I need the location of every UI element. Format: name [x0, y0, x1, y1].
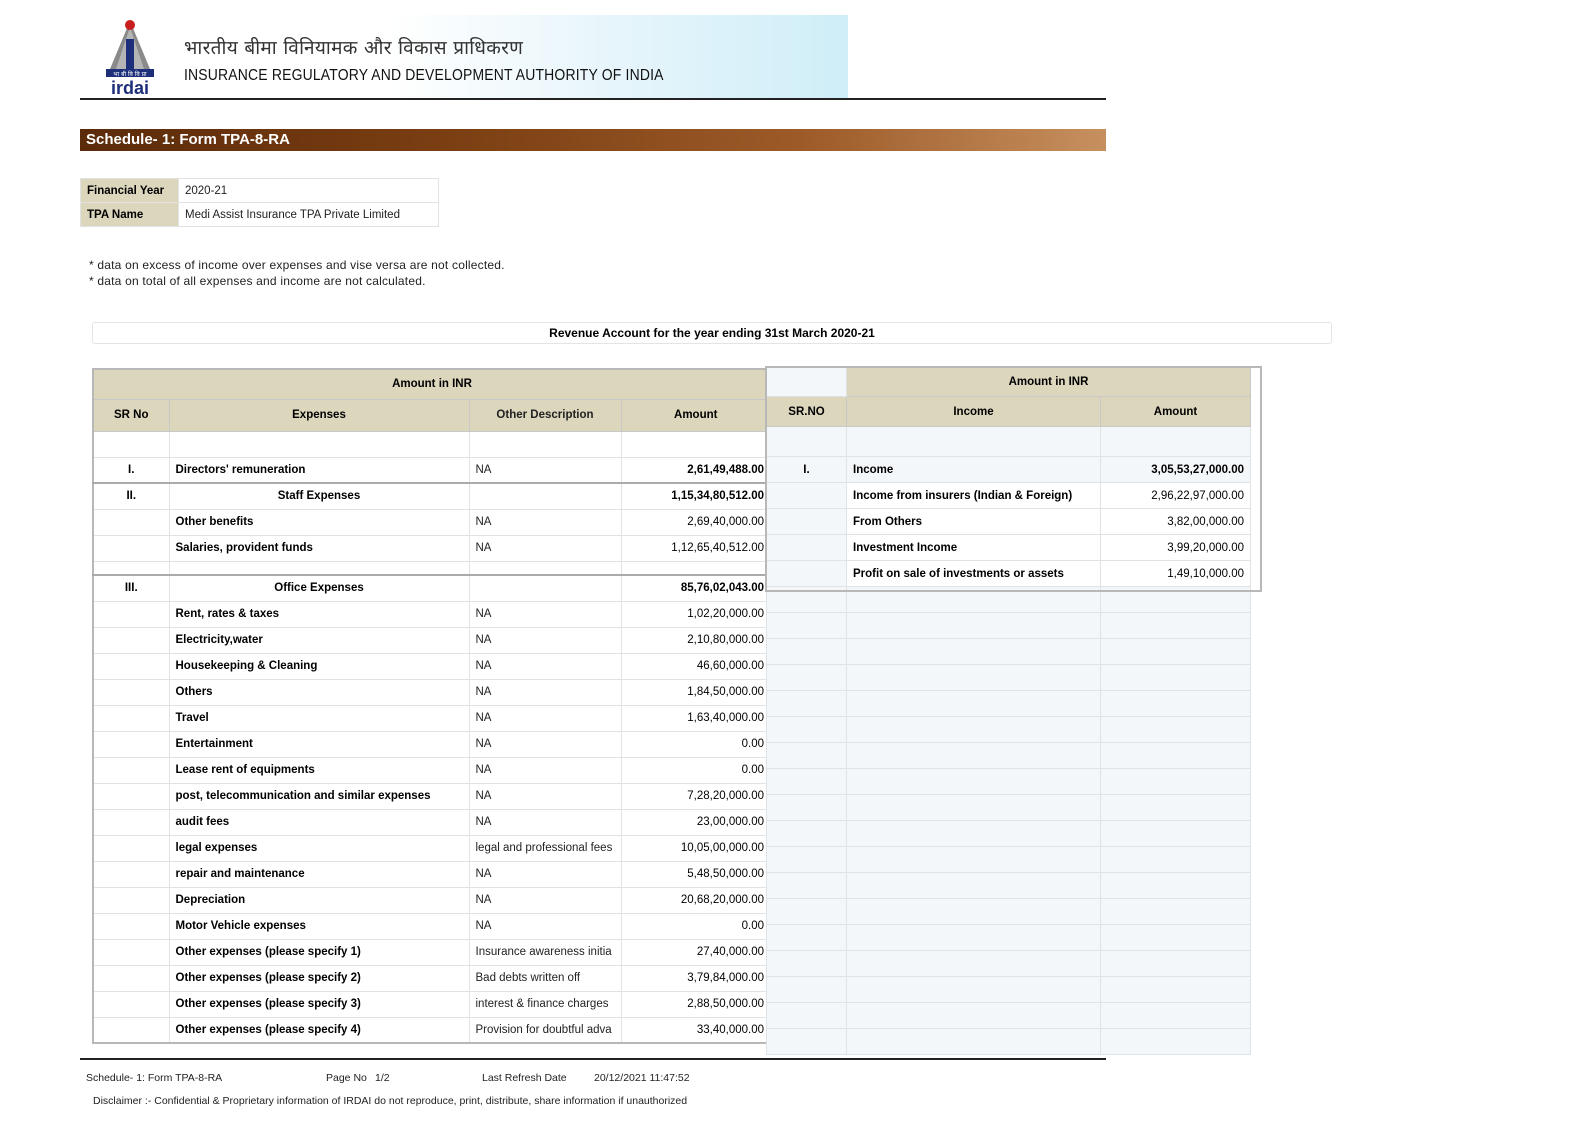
- other-description-cell: [469, 575, 621, 601]
- empty-cell: [767, 925, 847, 951]
- empty-cell: [847, 795, 1101, 821]
- table-row: [767, 457, 1251, 483]
- note-line: * data on total of all expenses and income are not calculated.: [89, 274, 426, 288]
- income-table: [766, 366, 1251, 1055]
- table-row: [93, 965, 771, 991]
- sr-no-cell: [93, 601, 169, 627]
- empty-cell: [1101, 427, 1251, 457]
- expense-name-cell: Travel: [169, 705, 469, 731]
- expense-name-cell: Motor Vehicle expenses: [169, 913, 469, 939]
- empty-cell: [1101, 977, 1251, 1003]
- amount-cell: 3,79,84,000.00: [621, 965, 771, 991]
- col-sr-no: SR No: [93, 399, 169, 431]
- expense-name-cell: Other expenses (please specify 3): [169, 991, 469, 1017]
- other-description-cell: Insurance awareness initia: [469, 939, 621, 965]
- table-row-empty: [767, 639, 1251, 665]
- expense-name-cell: Rent, rates & taxes: [169, 601, 469, 627]
- other-description-cell: [469, 483, 621, 509]
- table-row: [93, 653, 771, 679]
- empty-cell: [1101, 951, 1251, 977]
- amount-cell: 33,40,000.00: [621, 1017, 771, 1043]
- table-row-empty: [767, 873, 1251, 899]
- table-row-empty: [767, 1029, 1251, 1055]
- sr-no-cell: [767, 561, 847, 587]
- other-description-cell: NA: [469, 535, 621, 561]
- table-row: [93, 991, 771, 1017]
- amount-cell: 1,84,50,000.00: [621, 679, 771, 705]
- empty-cell: [847, 951, 1101, 977]
- table-row: [93, 535, 771, 561]
- amount-cell: 3,05,53,27,000.00: [1101, 457, 1251, 483]
- empty-cell: [767, 769, 847, 795]
- table-row: [93, 835, 771, 861]
- table-row: [93, 627, 771, 653]
- table-row-empty: [767, 951, 1251, 977]
- empty-cell: [767, 613, 847, 639]
- expense-name-cell: Directors' remuneration: [169, 457, 469, 483]
- sr-no-cell: [93, 861, 169, 887]
- table-row: [93, 509, 771, 535]
- empty-cell: [767, 1029, 847, 1055]
- other-description-cell: Bad debts written off: [469, 965, 621, 991]
- table-row-empty: [767, 587, 1251, 613]
- note-line: * data on excess of income over expenses and vise versa are not collected.: [89, 258, 505, 272]
- income-group-header: Amount in INR: [847, 367, 1251, 397]
- financial-year-value: 2020-21: [179, 179, 439, 203]
- disclaimer: Disclaimer :- Confidential & Proprietary information of IRDAI do not reproduce, print, distribute, share information if unauthorized: [93, 1095, 688, 1107]
- amount-cell: 46,60,000.00: [621, 653, 771, 679]
- revenue-account-title: Revenue Account for the year ending 31st March 2020-21: [92, 322, 1332, 344]
- empty-cell: [767, 977, 847, 1003]
- table-row: [93, 887, 771, 913]
- header-divider: [80, 98, 1106, 100]
- table-row: [93, 457, 771, 483]
- col-other-description: Other Description: [469, 399, 621, 431]
- empty-cell: [1101, 847, 1251, 873]
- irdai-logo: [104, 17, 156, 97]
- footer-refresh-label: Last Refresh Date: [482, 1072, 567, 1084]
- amount-cell: 2,61,49,488.00: [621, 457, 771, 483]
- page-header: [86, 15, 848, 99]
- expense-name-cell: legal expenses: [169, 835, 469, 861]
- empty-cell: [1101, 665, 1251, 691]
- footer-refresh-value: 20/12/2021 11:47:52: [594, 1072, 690, 1084]
- table-row: [93, 1017, 771, 1043]
- empty-cell: [1101, 1029, 1251, 1055]
- sr-no-cell: II.: [93, 483, 169, 509]
- sr-no-cell: I.: [767, 457, 847, 483]
- empty-cell: [1101, 743, 1251, 769]
- amount-cell: 3,82,00,000.00: [1101, 509, 1251, 535]
- table-row: [93, 705, 771, 731]
- table-row: [767, 483, 1251, 509]
- empty-cell: [169, 561, 469, 575]
- other-description-cell: NA: [469, 809, 621, 835]
- expense-name-cell: Other expenses (please specify 2): [169, 965, 469, 991]
- col-amount: Amount: [621, 399, 771, 431]
- table-row-blank: [767, 427, 1251, 457]
- empty-cell: [1101, 587, 1251, 613]
- table-row-empty: [767, 847, 1251, 873]
- sr-no-cell: [93, 913, 169, 939]
- other-description-cell: NA: [469, 757, 621, 783]
- empty-cell: [1101, 717, 1251, 743]
- sr-no-cell: [93, 809, 169, 835]
- sr-no-cell: [93, 679, 169, 705]
- other-description-cell: NA: [469, 601, 621, 627]
- empty-cell: [847, 639, 1101, 665]
- amount-cell: 7,28,20,000.00: [621, 783, 771, 809]
- income-name-cell: Investment Income: [847, 535, 1101, 561]
- empty-cell: [767, 847, 847, 873]
- empty-cell: [767, 951, 847, 977]
- logo-text: irdai: [110, 78, 150, 97]
- empty-cell: [847, 847, 1101, 873]
- empty-cell: [1101, 899, 1251, 925]
- table-row-empty: [767, 769, 1251, 795]
- table-row: [93, 575, 771, 601]
- other-description-cell: NA: [469, 679, 621, 705]
- empty-cell: [767, 873, 847, 899]
- empty-cell: [767, 587, 847, 613]
- other-description-cell: Provision for doubtful adva: [469, 1017, 621, 1043]
- empty-cell: [767, 691, 847, 717]
- empty-cell: [847, 899, 1101, 925]
- other-description-cell: NA: [469, 653, 621, 679]
- other-description-cell: NA: [469, 457, 621, 483]
- sr-no-cell: [93, 991, 169, 1017]
- sr-no-cell: [767, 483, 847, 509]
- expense-name-cell: Salaries, provident funds: [169, 535, 469, 561]
- empty-cell: [847, 665, 1101, 691]
- amount-cell: 3,99,20,000.00: [1101, 535, 1251, 561]
- sr-no-cell: [767, 535, 847, 561]
- other-description-cell: NA: [469, 861, 621, 887]
- empty-cell: [767, 717, 847, 743]
- empty-cell: [93, 431, 169, 457]
- col-income-sr-no: SR.NO: [767, 397, 847, 427]
- col-income: Income: [847, 397, 1101, 427]
- table-row: [93, 783, 771, 809]
- expense-name-cell: Other benefits: [169, 509, 469, 535]
- table-row: [93, 861, 771, 887]
- empty-cell: [847, 925, 1101, 951]
- amount-cell: 1,63,40,000.00: [621, 705, 771, 731]
- sr-no-cell: [93, 887, 169, 913]
- expense-name-cell: Other expenses (please specify 1): [169, 939, 469, 965]
- empty-cell: [1101, 639, 1251, 665]
- empty-cell: [169, 431, 469, 457]
- other-description-cell: NA: [469, 913, 621, 939]
- table-row-empty: [767, 795, 1251, 821]
- amount-cell: 1,02,20,000.00: [621, 601, 771, 627]
- table-row: [93, 483, 771, 509]
- amount-cell: 20,68,20,000.00: [621, 887, 771, 913]
- empty-cell: [847, 691, 1101, 717]
- empty-cell: [767, 665, 847, 691]
- footer-page-label: Page No: [326, 1072, 367, 1084]
- amount-cell: 0.00: [621, 731, 771, 757]
- empty-cell: [1101, 691, 1251, 717]
- logo-hindi-text: भा बी वि वि प्रा: [113, 71, 147, 78]
- expenses-table: [92, 368, 772, 1044]
- empty-cell: [1101, 873, 1251, 899]
- schedule-title-bar: Schedule- 1: Form TPA-8-RA: [80, 129, 1106, 151]
- sr-no-cell: [93, 835, 169, 861]
- empty-cell: [1101, 1003, 1251, 1029]
- expense-name-cell: Staff Expenses: [169, 483, 469, 509]
- sr-no-cell: [93, 757, 169, 783]
- table-row-empty: [767, 613, 1251, 639]
- other-description-cell: legal and professional fees: [469, 835, 621, 861]
- expense-name-cell: Entertainment: [169, 731, 469, 757]
- footer-form-name: Schedule- 1: Form TPA-8-RA: [86, 1072, 223, 1084]
- info-table: [80, 178, 439, 227]
- sr-no-cell: [93, 965, 169, 991]
- table-row-empty: [767, 691, 1251, 717]
- expense-name-cell: Others: [169, 679, 469, 705]
- amount-cell: 2,10,80,000.00: [621, 627, 771, 653]
- amount-cell: 0.00: [621, 757, 771, 783]
- table-row: [767, 535, 1251, 561]
- sr-no-cell: [767, 509, 847, 535]
- income-name-cell: From Others: [847, 509, 1101, 535]
- empty-cell: [1101, 769, 1251, 795]
- tpa-name-value: Medi Assist Insurance TPA Private Limited: [179, 203, 439, 227]
- amount-cell: 0.00: [621, 913, 771, 939]
- table-row: [93, 731, 771, 757]
- empty-cell: [621, 431, 771, 457]
- amount-cell: 5,48,50,000.00: [621, 861, 771, 887]
- amount-cell: 85,76,02,043.00: [621, 575, 771, 601]
- expense-name-cell: Lease rent of equipments: [169, 757, 469, 783]
- sr-no-cell: [93, 783, 169, 809]
- table-row-empty: [767, 821, 1251, 847]
- tpa-name-label: TPA Name: [81, 203, 179, 227]
- empty-cell: [767, 821, 847, 847]
- table-row-spacer: [93, 561, 771, 575]
- footer-page-value: 1/2: [375, 1072, 390, 1084]
- other-description-cell: NA: [469, 783, 621, 809]
- other-description-cell: NA: [469, 887, 621, 913]
- amount-cell: 2,88,50,000.00: [621, 991, 771, 1017]
- income-body: [767, 427, 1251, 1055]
- table-row-empty: [767, 665, 1251, 691]
- amount-cell: 2,69,40,000.00: [621, 509, 771, 535]
- header-title-hindi: भारतीय बीमा विनियामक और विकास प्राधिकरण: [184, 37, 524, 59]
- table-row-empty: [767, 1003, 1251, 1029]
- sr-no-cell: III.: [93, 575, 169, 601]
- amount-cell: 1,15,34,80,512.00: [621, 483, 771, 509]
- empty-cell: [847, 717, 1101, 743]
- empty-cell: [1101, 925, 1251, 951]
- sr-no-cell: [93, 509, 169, 535]
- expenses-group-header: Amount in INR: [93, 369, 771, 399]
- empty-cell: [469, 431, 621, 457]
- empty-cell: [621, 561, 771, 575]
- empty-cell: [847, 821, 1101, 847]
- empty-cell: [767, 427, 847, 457]
- table-row-empty: [767, 977, 1251, 1003]
- table-row: [767, 561, 1251, 587]
- empty-cell: [847, 613, 1101, 639]
- empty-cell: [767, 639, 847, 665]
- amount-cell: 1,12,65,40,512.00: [621, 535, 771, 561]
- amount-cell: 1,49,10,000.00: [1101, 561, 1251, 587]
- amount-cell: 2,96,22,97,000.00: [1101, 483, 1251, 509]
- expense-name-cell: Other expenses (please specify 4): [169, 1017, 469, 1043]
- empty-cell: [767, 743, 847, 769]
- empty-cell: [847, 769, 1101, 795]
- other-description-cell: NA: [469, 509, 621, 535]
- table-row-empty: [767, 717, 1251, 743]
- empty-cell: [767, 1003, 847, 1029]
- empty-cell: [847, 427, 1101, 457]
- sr-no-cell: [93, 653, 169, 679]
- table-row: [93, 679, 771, 705]
- income-corner-cell: [767, 367, 847, 397]
- table-row-empty: [767, 925, 1251, 951]
- empty-cell: [767, 899, 847, 925]
- table-row-empty: [767, 743, 1251, 769]
- sr-no-cell: [93, 1017, 169, 1043]
- empty-cell: [847, 1029, 1101, 1055]
- amount-cell: 23,00,000.00: [621, 809, 771, 835]
- empty-cell: [847, 873, 1101, 899]
- sr-no-cell: [93, 627, 169, 653]
- empty-cell: [847, 1003, 1101, 1029]
- other-description-cell: NA: [469, 627, 621, 653]
- amount-cell: 10,05,00,000.00: [621, 835, 771, 861]
- empty-cell: [767, 795, 847, 821]
- table-row-empty: [767, 899, 1251, 925]
- expense-name-cell: repair and maintenance: [169, 861, 469, 887]
- expenses-body: [93, 431, 771, 1043]
- sr-no-cell: I.: [93, 457, 169, 483]
- col-expenses: Expenses: [169, 399, 469, 431]
- financial-year-label: Financial Year: [81, 179, 179, 203]
- empty-cell: [1101, 795, 1251, 821]
- table-row: [93, 601, 771, 627]
- other-description-cell: interest & finance charges: [469, 991, 621, 1017]
- other-description-cell: NA: [469, 731, 621, 757]
- empty-cell: [847, 977, 1101, 1003]
- expense-name-cell: post, telecommunication and similar expenses: [169, 783, 469, 809]
- expense-name-cell: Housekeeping & Cleaning: [169, 653, 469, 679]
- sr-no-cell: [93, 939, 169, 965]
- footer-divider: [80, 1058, 1106, 1060]
- col-income-amount: Amount: [1101, 397, 1251, 427]
- expense-name-cell: Electricity,water: [169, 627, 469, 653]
- empty-cell: [847, 587, 1101, 613]
- empty-cell: [1101, 613, 1251, 639]
- table-row-blank: [93, 431, 771, 457]
- sr-no-cell: [93, 731, 169, 757]
- amount-cell: 27,40,000.00: [621, 939, 771, 965]
- table-row: [93, 809, 771, 835]
- sr-no-cell: [93, 705, 169, 731]
- expense-name-cell: Office Expenses: [169, 575, 469, 601]
- expense-name-cell: audit fees: [169, 809, 469, 835]
- table-row: [93, 757, 771, 783]
- header-title-english: INSURANCE REGULATORY AND DEVELOPMENT AUTHORITY OF INDIA: [184, 67, 664, 84]
- empty-cell: [847, 743, 1101, 769]
- empty-cell: [1101, 821, 1251, 847]
- table-row: [767, 509, 1251, 535]
- expense-name-cell: Depreciation: [169, 887, 469, 913]
- income-name-cell: Profit on sale of investments or assets: [847, 561, 1101, 587]
- notes: [89, 257, 505, 289]
- income-name-cell: Income: [847, 457, 1101, 483]
- sr-no-cell: [93, 535, 169, 561]
- table-row: [93, 913, 771, 939]
- income-name-cell: Income from insurers (Indian & Foreign): [847, 483, 1101, 509]
- empty-cell: [93, 561, 169, 575]
- empty-cell: [469, 561, 621, 575]
- table-row: [93, 939, 771, 965]
- other-description-cell: NA: [469, 705, 621, 731]
